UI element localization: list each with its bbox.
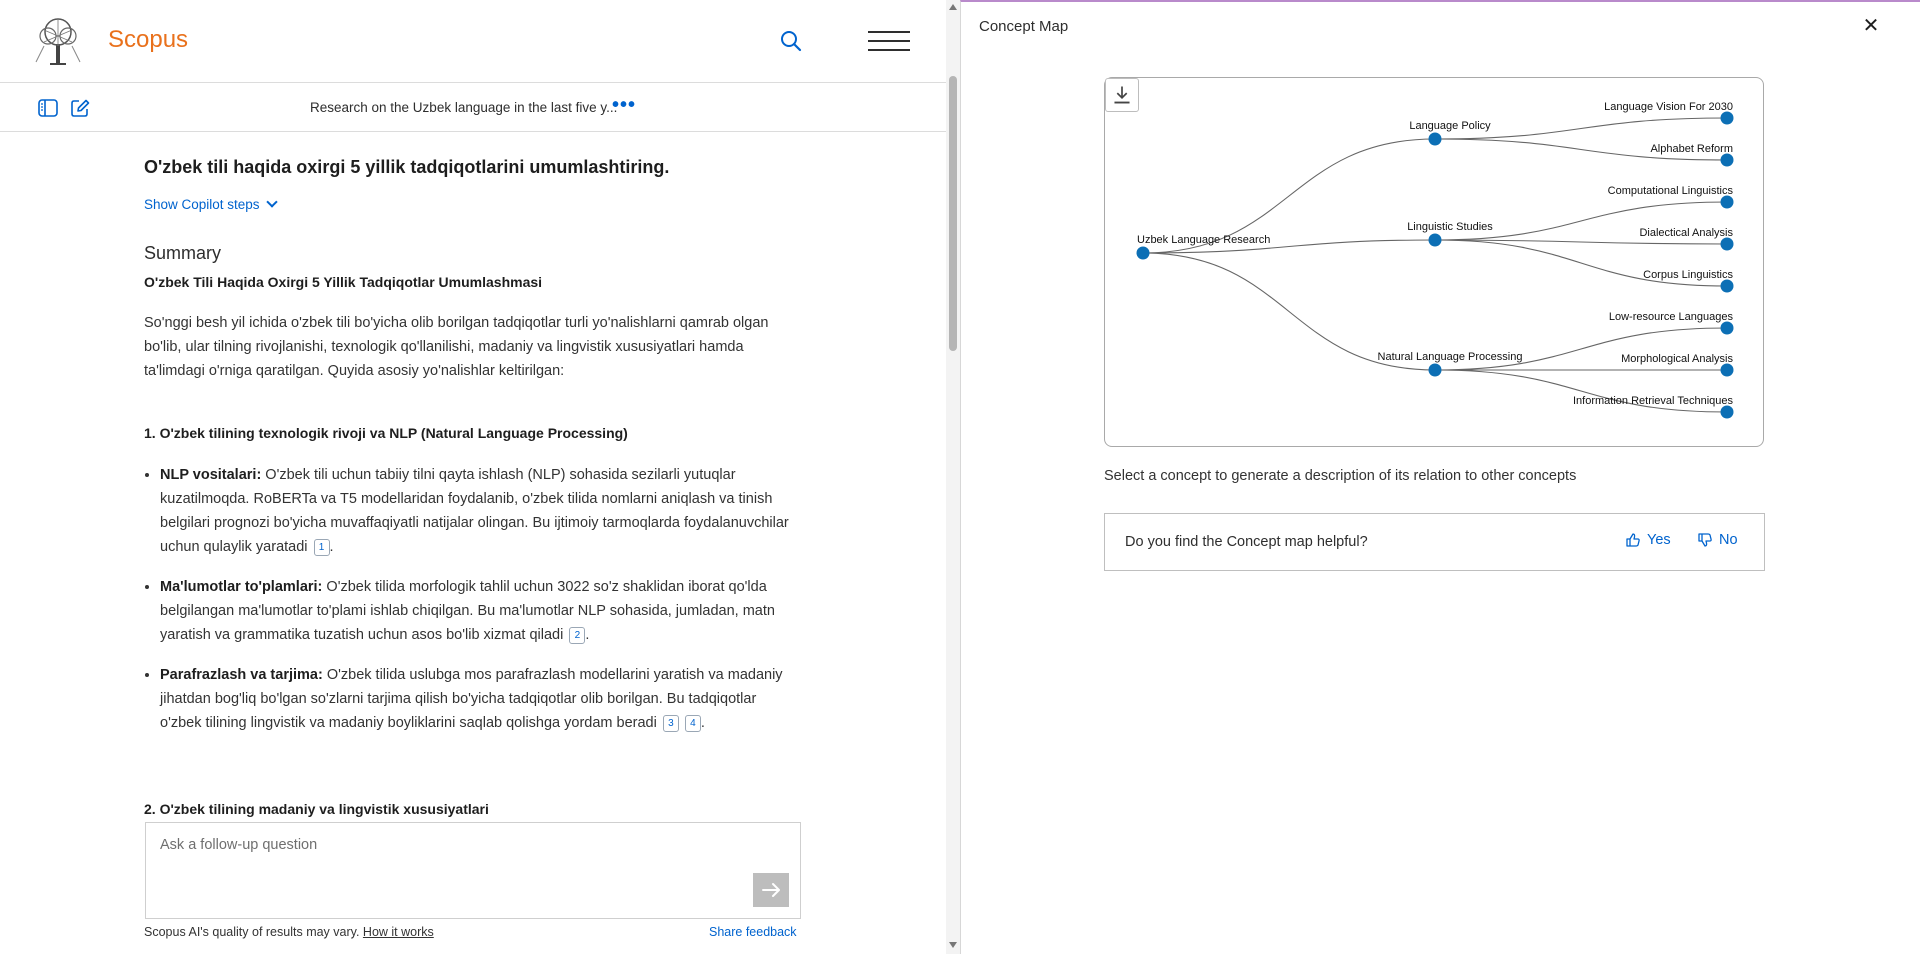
concept-map-canvas <box>1105 78 1763 446</box>
concept-label[interactable]: Information Retrieval Techniques <box>1573 395 1733 407</box>
download-icon[interactable] <box>1105 78 1139 112</box>
citation-badge[interactable]: 2 <box>569 627 585 644</box>
bullet-end: . <box>700 715 705 731</box>
no-label: No <box>1719 532 1738 548</box>
concept-node[interactable] <box>1429 234 1442 247</box>
list-item <box>160 463 800 559</box>
section-title: 2. O'zbek tilining madaniy va lingvistik xususiyatlari <box>144 801 489 817</box>
show-copilot-steps-label: Show Copilot steps <box>144 197 260 212</box>
summary-heading: Summary <box>144 243 222 263</box>
thumbs-down-icon <box>1697 532 1713 548</box>
concept-label[interactable]: Computational Linguistics <box>1607 185 1733 197</box>
concept-hint: Select a concept to generate a description of its relation to other concepts <box>1104 468 1577 484</box>
list-item <box>160 575 800 647</box>
close-icon[interactable]: ✕ <box>1862 15 1880 37</box>
new-chat-edit-icon[interactable] <box>69 97 91 119</box>
panel-title: Concept Map <box>979 18 1069 35</box>
concept-node[interactable] <box>1721 364 1734 377</box>
brand-name[interactable]: Scopus <box>108 26 189 53</box>
sidebar-toggle-icon[interactable] <box>37 97 59 119</box>
intro-paragraph: So'nggi besh yil ichida o'zbek tili bo'yicha olib borilgan tadqiqotlar turli yo'nalishlarni qamrab olgan bo'lib, ular tilning rivojlanishi, texnologik qo'llanilishi, madaniy va lingvistik xususiyatlari hamda ta'limdagi o'rniga qaratilgan. Quyida asosiy yo'nalishlar keltirilgan: <box>144 315 769 379</box>
concept-label[interactable]: Morphological Analysis <box>1621 353 1733 365</box>
concept-label[interactable]: Natural Language Processing <box>1377 351 1523 363</box>
bullet-end: . <box>329 539 334 555</box>
list-item <box>160 663 800 735</box>
concept-label[interactable]: Language Policy <box>1409 120 1491 132</box>
yes-button[interactable] <box>1625 532 1671 548</box>
concept-label[interactable]: Uzbek Language Research <box>1137 234 1271 246</box>
concept-node[interactable] <box>1721 406 1734 419</box>
conversation-toolbar <box>0 84 946 132</box>
yes-label: Yes <box>1647 532 1671 548</box>
thread-title[interactable]: Research on the Uzbek language in the last five y... <box>310 100 618 115</box>
citation-badge[interactable]: 4 <box>685 715 701 732</box>
concept-label[interactable]: Language Vision For 2030 <box>1604 101 1733 113</box>
disclaimer-text: Scopus AI's quality of results may vary. <box>144 925 360 939</box>
concept-map-panel <box>960 0 1920 954</box>
concept-label[interactable]: Linguistic Studies <box>1407 221 1493 233</box>
concept-node[interactable] <box>1721 112 1734 125</box>
concept-map <box>1104 77 1764 447</box>
search-icon[interactable] <box>778 28 804 54</box>
concept-node[interactable] <box>1721 322 1734 335</box>
concept-node[interactable] <box>1721 154 1734 167</box>
thumbs-up-icon <box>1625 532 1641 548</box>
scrollbar[interactable] <box>946 0 960 954</box>
section-title: 1. O'zbek tilining texnologik rivoji va NLP (Natural Language Processing) <box>144 425 628 441</box>
bullet-term: Ma'lumotlar to'plamlari: <box>160 579 323 595</box>
scroll-up-arrow-icon[interactable] <box>949 4 957 10</box>
citation-badge[interactable]: 1 <box>314 539 330 556</box>
user-question: O'zbek tili haqida oxirgi 5 yillik tadqiqotlarini umumlashtiring. <box>144 157 670 177</box>
bullet-end: . <box>585 627 590 643</box>
concept-node[interactable] <box>1137 247 1150 260</box>
concept-label[interactable]: Alphabet Reform <box>1650 143 1733 155</box>
concept-node[interactable] <box>1721 280 1734 293</box>
more-options-icon[interactable]: ••• <box>612 94 637 116</box>
follow-up-input[interactable] <box>160 837 760 853</box>
feedback-box <box>1104 513 1765 571</box>
hamburger-menu-icon[interactable] <box>868 31 910 53</box>
follow-up-composer <box>145 822 801 919</box>
top-header <box>0 0 946 83</box>
show-copilot-steps-button[interactable] <box>144 197 276 212</box>
concept-node[interactable] <box>1721 196 1734 209</box>
bullet-text: O'zbek tili uchun tabiiy tilni qayta ishlash (NLP) sohasida sezilarli yutuqlar kuzatilmoqda. RoBERTa va T5 modellaridan foydalanib, o'zbek tilida nomlarni aniqlash va tinish belgilari prognozi bo'yicha muvaffaqiyatli natijalar olingan. Bu ijtimoiy tarmoqlarda foydalanuvchilar uchun qulaylik yaratadi <box>160 467 789 555</box>
share-feedback-link[interactable]: Share feedback <box>709 925 797 939</box>
bullet-text: O'zbek tilida morfologik tahlil uchun 3022 so'z shaklidan iborat qo'lda belgilangan ma'lumotlar to'plami ishlab chiqilgan. Bu ma'lumotlar NLP sohasida, jumladan, matn yaratish va grammatika tuzatish uchun asos bo'lib xizmat qiladi <box>160 579 775 643</box>
how-it-works-link[interactable]: How it works <box>362 925 434 939</box>
concept-node[interactable] <box>1429 364 1442 377</box>
scroll-down-arrow-icon[interactable] <box>949 942 957 948</box>
chevron-down-icon <box>266 196 277 207</box>
bullet-term: Parafrazlash va tarjima: <box>160 667 323 683</box>
arrow-right-icon[interactable] <box>753 873 789 907</box>
concept-node[interactable] <box>1429 133 1442 146</box>
quality-disclaimer <box>144 925 434 939</box>
concept-label[interactable]: Low-resource Languages <box>1608 311 1733 323</box>
scroll-thumb[interactable] <box>949 76 957 351</box>
concept-label[interactable]: Corpus Linguistics <box>1643 269 1733 281</box>
no-button[interactable] <box>1697 532 1738 548</box>
elsevier-tree-logo-icon[interactable] <box>30 16 86 66</box>
answer-content <box>144 133 804 817</box>
findings-list <box>160 463 800 751</box>
summary-subheading: O'zbek Tili Haqida Oxirgi 5 Yillik Tadqiqotlar Umumlashmasi <box>144 274 543 290</box>
citation-badge[interactable]: 3 <box>663 715 679 732</box>
bullet-text: O'zbek tilida uslubga mos parafrazlash modellarini yaratish va madaniy jihatdan bog'liq bo'lgan so'zlarni tarjima qilish bo'yicha tadqiqotlar olib borilgan. Bu tadqiqotlar o'zbek tilining lingvistik va madaniy boyliklarini saqlab qolishga yordam beradi <box>160 667 783 731</box>
concept-node[interactable] <box>1721 238 1734 251</box>
feedback-question: Do you find the Concept map helpful? <box>1125 534 1368 550</box>
concept-label[interactable]: Dialectical Analysis <box>1639 227 1733 239</box>
bullet-term: NLP vositalari: <box>160 467 262 483</box>
